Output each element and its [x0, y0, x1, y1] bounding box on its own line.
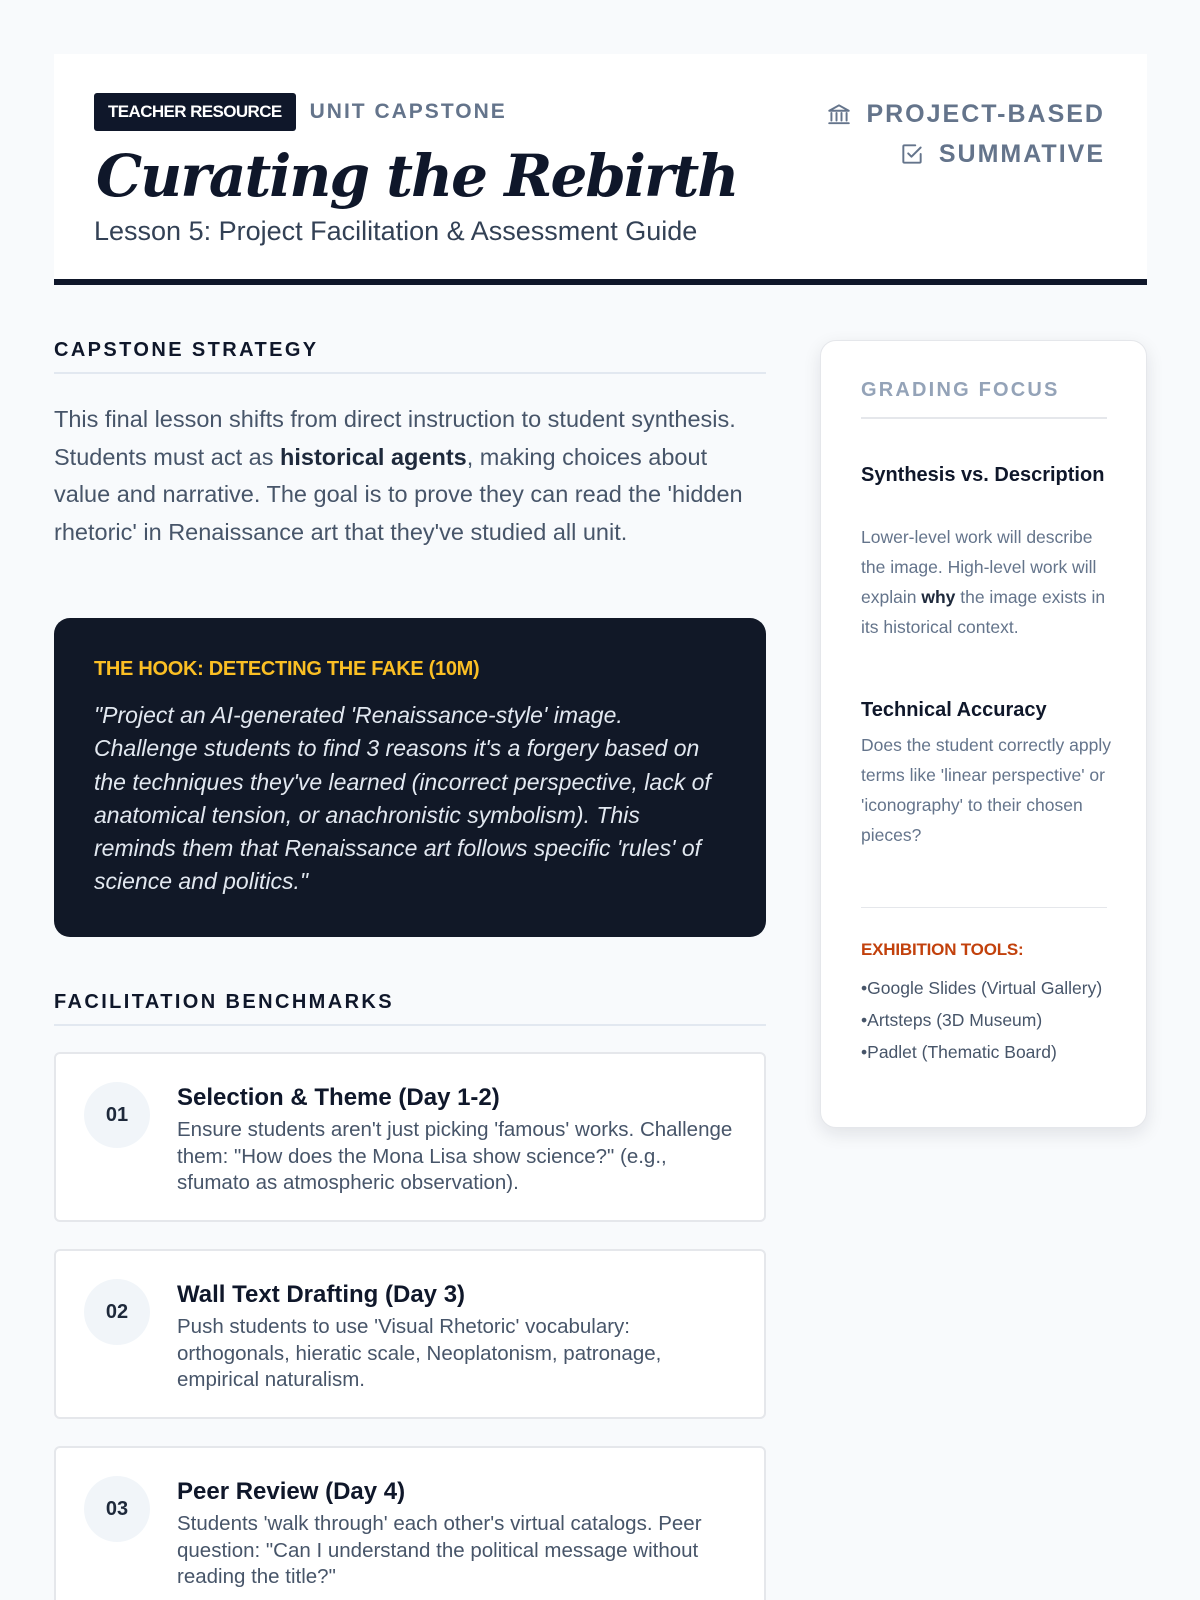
capstone-strategy-heading: CAPSTONE STRATEGY	[54, 339, 766, 374]
lesson-meta-tags	[826, 94, 1105, 174]
benchmark-title: Wall Text Drafting (Day 3)	[177, 1281, 466, 1308]
intro-emphasis: historical agents	[279, 443, 467, 470]
summative-label: SUMMATIVE	[938, 139, 1105, 168]
project-based-tag	[826, 94, 1105, 134]
project-based-label: PROJECT-BASED	[866, 99, 1105, 128]
grading-focus-card	[820, 340, 1147, 1128]
criterion-text-start: Lower-level work will describe the image. High-level work will explain	[861, 527, 1097, 607]
benchmark-number: 01	[84, 1082, 150, 1148]
list-item: • Google Slides (Virtual Gallery)	[861, 976, 1111, 1000]
criterion-description: Does the student correctly apply terms like 'linear perspective' or 'iconography' to their chosen pieces?	[861, 735, 1111, 845]
facilitation-benchmarks-heading: FACILITATION BENCHMARKS	[54, 991, 766, 1026]
criterion-emphasis: why	[921, 587, 956, 607]
checkbox-icon	[899, 141, 925, 167]
summative-tag	[826, 134, 1105, 174]
benchmark-number: 02	[84, 1279, 150, 1345]
hook-callout	[54, 618, 766, 937]
grading-focus-title: GRADING FOCUS	[861, 379, 1107, 419]
grading-divider	[861, 907, 1107, 908]
criterion-text-end: the image exists in its historical context.	[861, 587, 1106, 637]
benchmark-number: 03	[84, 1476, 150, 1542]
intro-text-end: , making choices about value and narrative. The goal is to prove they can read the 'hidden rhetoric' in Renaissance art that they've studied all unit.	[54, 443, 743, 545]
intro-text-start: This final lesson shifts from direct instruction to student synthesis. Students must act as	[54, 406, 736, 470]
benchmark-title: Selection & Theme (Day 1-2)	[177, 1084, 500, 1111]
benchmark-description: Ensure students aren't just picking 'famous' works. Challenge them: "How does the Mona Lisa show science?" (e.g., sfumato as atmospheric observation).	[177, 1118, 733, 1194]
list-item: • Padlet (Thematic Board)	[861, 1040, 1111, 1064]
benchmark-card	[54, 1249, 766, 1419]
criterion-description	[861, 522, 1111, 642]
exhibition-tools-title: EXHIBITION TOOLS:	[861, 940, 1024, 959]
benchmark-card	[54, 1446, 766, 1600]
benchmark-title: Peer Review (Day 4)	[177, 1478, 406, 1505]
exhibition-tools-list	[861, 976, 1111, 1072]
strategy-intro	[54, 401, 766, 551]
benchmark-description: Students 'walk through' each other's virtual catalogs. Peer question: "Can I understand the political message without reading the title?"	[177, 1512, 702, 1588]
benchmark-card	[54, 1052, 766, 1222]
header-kicker	[94, 93, 507, 131]
list-item: • Artsteps (3D Museum)	[861, 1008, 1111, 1032]
page-title: Curating the Rebirth	[96, 142, 738, 210]
hook-quote: "Project an AI-generated 'Renaissance-style' image. Challenge students to find 3 reasons it's a forgery based on the techniques they've learned (incorrect perspective, lack of anatomical tension, or anachronistic symbolism). This reminds them that Renaissance art follows specific 'rules' of science and politics."	[94, 702, 711, 895]
criterion-title: Technical Accuracy	[861, 699, 1047, 721]
criterion-title: Synthesis vs. Description	[861, 464, 1105, 486]
page-subtitle: Lesson 5: Project Facilitation & Assessment Guide	[94, 216, 698, 246]
lesson-header	[54, 54, 1147, 285]
hook-title: THE HOOK: DETECTING THE FAKE (10M)	[94, 658, 480, 680]
benchmark-description: Push students to use 'Visual Rhetoric' vocabulary: orthogonals, hieratic scale, Neoplatonism, patronage, empirical naturalism.	[177, 1315, 662, 1391]
unit-capstone-label: UNIT CAPSTONE	[309, 100, 507, 123]
museum-icon	[826, 101, 852, 127]
teacher-resource-badge: TEACHER RESOURCE	[94, 93, 296, 131]
